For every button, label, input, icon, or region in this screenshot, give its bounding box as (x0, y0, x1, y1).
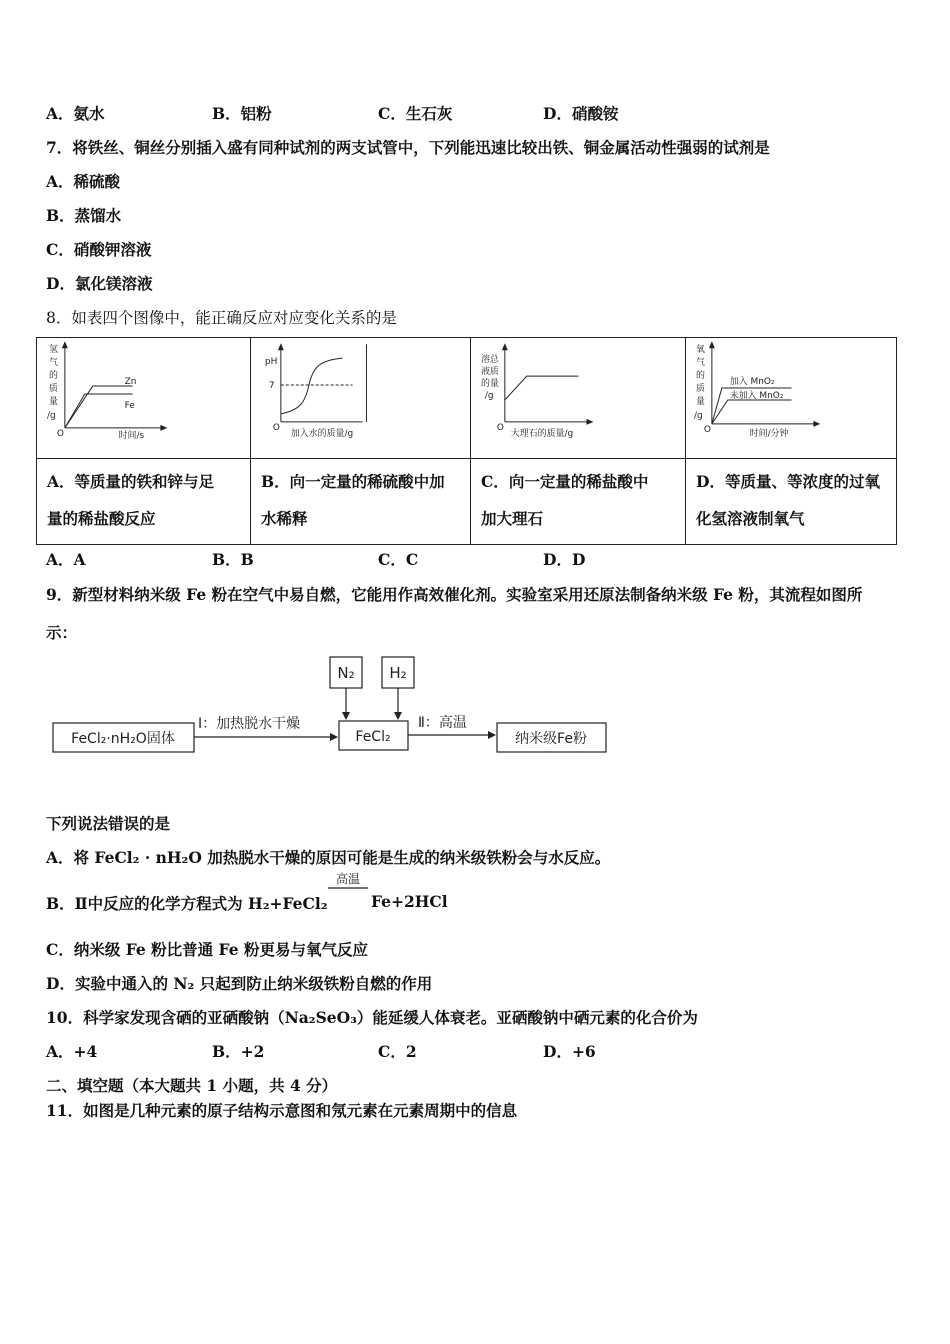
q8-option-a: A．A (46, 550, 86, 569)
graph-a-ylabel-3: 质 (48, 384, 58, 395)
q9-question: 下列说法错误的是 (46, 814, 171, 833)
graph-b-curve (281, 358, 343, 414)
graph-a-ylabel-2: 的 (48, 371, 58, 382)
q8-desc-a (37, 459, 251, 545)
flow-step2-arrowhead (488, 731, 496, 739)
flow-end-label: 纳米级Fe粉 (515, 731, 587, 747)
graph-d-line-without-mno2 (712, 400, 792, 424)
graph-c-ylabel-3: 的量 (480, 379, 499, 390)
q8-desc-a-line1: A．等质量的铁和锌与足 (47, 472, 215, 491)
q9-option-b-post: Fe+2HCl (371, 892, 448, 911)
graph-b-origin: O (272, 422, 280, 433)
graph-c-ylabel-4: /g (484, 391, 494, 401)
flow-step1-arrowhead (330, 733, 338, 741)
graph-d-ylabel-3: 质 (695, 384, 705, 395)
graph-a-label-zn: Zn (124, 377, 137, 388)
graph-a-origin: O (56, 428, 64, 439)
graph-c-line (505, 376, 579, 400)
graph-b-ylabel: pH (264, 357, 278, 368)
flow-mid-label: FeCl₂ (355, 729, 391, 745)
q10-option-b: B．+2 (212, 1042, 265, 1061)
graph-d-xlabel: 时间/分钟 (749, 428, 789, 439)
graph-d-ylabel-4: 量 (695, 396, 705, 407)
q9-option-b-cond-text: 高温 (335, 872, 361, 886)
q7-stem: 7．将铁丝、铜丝分别插入盛有同种试剂的两支试管中，下列能迅速比较出铁、铜金属活动性强弱的试剂是 (46, 138, 770, 157)
q9-option-b-pre: B．Ⅱ中反应的化学方程式为 H₂+FeCl₂ (46, 894, 328, 913)
q9-stem-line1: 9．新型材料纳米级 Fe 粉在空气中易自燃，它能用作高效催化剂。实验室采用还原法制备纳米级 Fe 粉，其流程如图所 (46, 585, 863, 604)
graph-d-label-without: 未加入 MnO₂ (729, 391, 784, 401)
graph-c-xlabel: 大理石的质量/g (510, 428, 574, 439)
graph-b-xlabel: 加入水的质量/g (290, 428, 354, 439)
graph-a-ylabel-1: 气 (48, 358, 58, 369)
q8-graph-table (36, 337, 897, 545)
graph-c-ylabel-1: 溶总 (480, 355, 499, 366)
q8-desc-c (471, 459, 686, 545)
section-2-heading: 二、填空题（本大题共 1 小题，共 4 分） (46, 1076, 338, 1095)
q11-stem: 11．如图是几种元素的原子结构示意图和氖元素在元素周期中的信息 (46, 1101, 518, 1120)
graph-d-ylabel-0: 氧 (695, 345, 705, 356)
graph-d-ylabel-2: 的 (695, 371, 705, 382)
graph-b-cell (251, 338, 471, 459)
q10-option-c: C．2 (378, 1042, 417, 1061)
graph-d-x-arrow (813, 421, 820, 427)
flow-n2-label: N₂ (337, 664, 355, 682)
graph-d-ylabel-1: 气 (695, 358, 705, 369)
q8-desc-c-line1: C．向一定量的稀盐酸中 (481, 472, 649, 491)
q10-option-d: D．+6 (543, 1042, 596, 1061)
q8-desc-b (251, 459, 471, 545)
q8-desc-d-line1: D．等质量、等浓度的过氧 (696, 472, 880, 491)
q10-stem: 10．科学家发现含硒的亚硒酸钠（Na₂SeO₃）能延缓人体衰老。亚硒酸钠中硒元素的化合价为 (46, 1008, 698, 1027)
graph-b (251, 338, 470, 458)
flow-h2-label: H₂ (389, 664, 407, 682)
q6-option-a: A．氨水 (46, 104, 105, 123)
graph-a-cell (37, 338, 251, 459)
graph-a-y-arrow (62, 341, 68, 348)
q9-option-a: A．将 FeCl₂ · nH₂O 加热脱水干燥的原因可能是生成的纳米级铁粉会与水反应。 (46, 848, 611, 867)
q6-option-d: D．硝酸铵 (543, 104, 619, 123)
q6-option-c: C．生石灰 (378, 104, 453, 123)
graph-b-mark-7: 7 (268, 381, 275, 392)
graph-a (37, 338, 250, 458)
q9-flow-diagram (40, 650, 640, 770)
q8-desc-d (686, 459, 897, 545)
q7-option-a: A．稀硫酸 (46, 172, 121, 191)
graph-a-line-fe (65, 394, 133, 428)
q9-stem-line2: 示： (46, 623, 78, 642)
q8-option-d: D．D (543, 550, 586, 569)
q7-option-d: D．氯化镁溶液 (46, 274, 153, 293)
graph-d-label-with: 加入 MnO₂ (729, 377, 775, 388)
graph-c (471, 338, 685, 458)
graph-d-ylabel-5: /g (693, 410, 703, 421)
q7-option-b: B．蒸馏水 (46, 206, 122, 225)
graph-c-ylabel-2: 液质 (480, 367, 499, 378)
graph-c-cell (471, 338, 686, 459)
q9-option-b-condition (262, 870, 372, 900)
flow-step1-label: Ⅰ：加热脱水干燥 (198, 716, 301, 732)
q8-desc-a-line2: 量的稀盐酸反应 (47, 509, 156, 528)
q8-desc-d-line2: 化氢溶液制氧气 (696, 509, 805, 528)
q8-desc-b-line1: B．向一定量的稀硫酸中加 (261, 472, 445, 491)
q8-desc-c-line2: 加大理石 (481, 509, 544, 528)
q9-option-c: C．纳米级 Fe 粉比普通 Fe 粉更易与氧气反应 (46, 940, 368, 959)
q6-option-b: B．铝粉 (212, 104, 272, 123)
graph-d-origin: O (703, 424, 711, 435)
q9-option-d: D．实验中通入的 N₂ 只起到防止纳米级铁粉自燃的作用 (46, 974, 433, 993)
graph-b-y-arrow (278, 343, 284, 350)
graph-d-y-arrow (709, 341, 715, 348)
flow-start-label: FeCl₂·nH₂O固体 (71, 731, 175, 747)
graph-c-y-arrow (502, 343, 508, 350)
graph-c-origin: O (496, 422, 504, 433)
graph-d-cell (686, 338, 897, 459)
q8-desc-b-line2: 水稀释 (261, 509, 308, 528)
flow-step2-label: Ⅱ：高温 (418, 715, 467, 731)
q8-option-c: C．C (378, 550, 419, 569)
graph-c-x-arrow (586, 419, 593, 425)
graph-a-label-fe: Fe (124, 400, 135, 411)
q10-option-a: A．+4 (46, 1042, 98, 1061)
graph-a-xlabel: 时间/s (118, 430, 145, 441)
q8-option-b: B．B (212, 550, 254, 569)
graph-a-ylabel-5: /g (46, 410, 56, 421)
graph-d (686, 338, 896, 458)
graph-a-line-zn (65, 386, 133, 428)
graph-a-x-arrow (160, 425, 167, 431)
q7-option-c: C．硝酸钾溶液 (46, 240, 152, 259)
flow-n2-arrowhead (342, 712, 350, 720)
q8-stem: 8．如表四个图像中，能正确反应对应变化关系的是 (46, 309, 397, 327)
graph-a-ylabel-4: 量 (48, 396, 58, 407)
graph-a-ylabel-0: 氢 (48, 345, 58, 356)
flow-h2-arrowhead (394, 712, 402, 720)
